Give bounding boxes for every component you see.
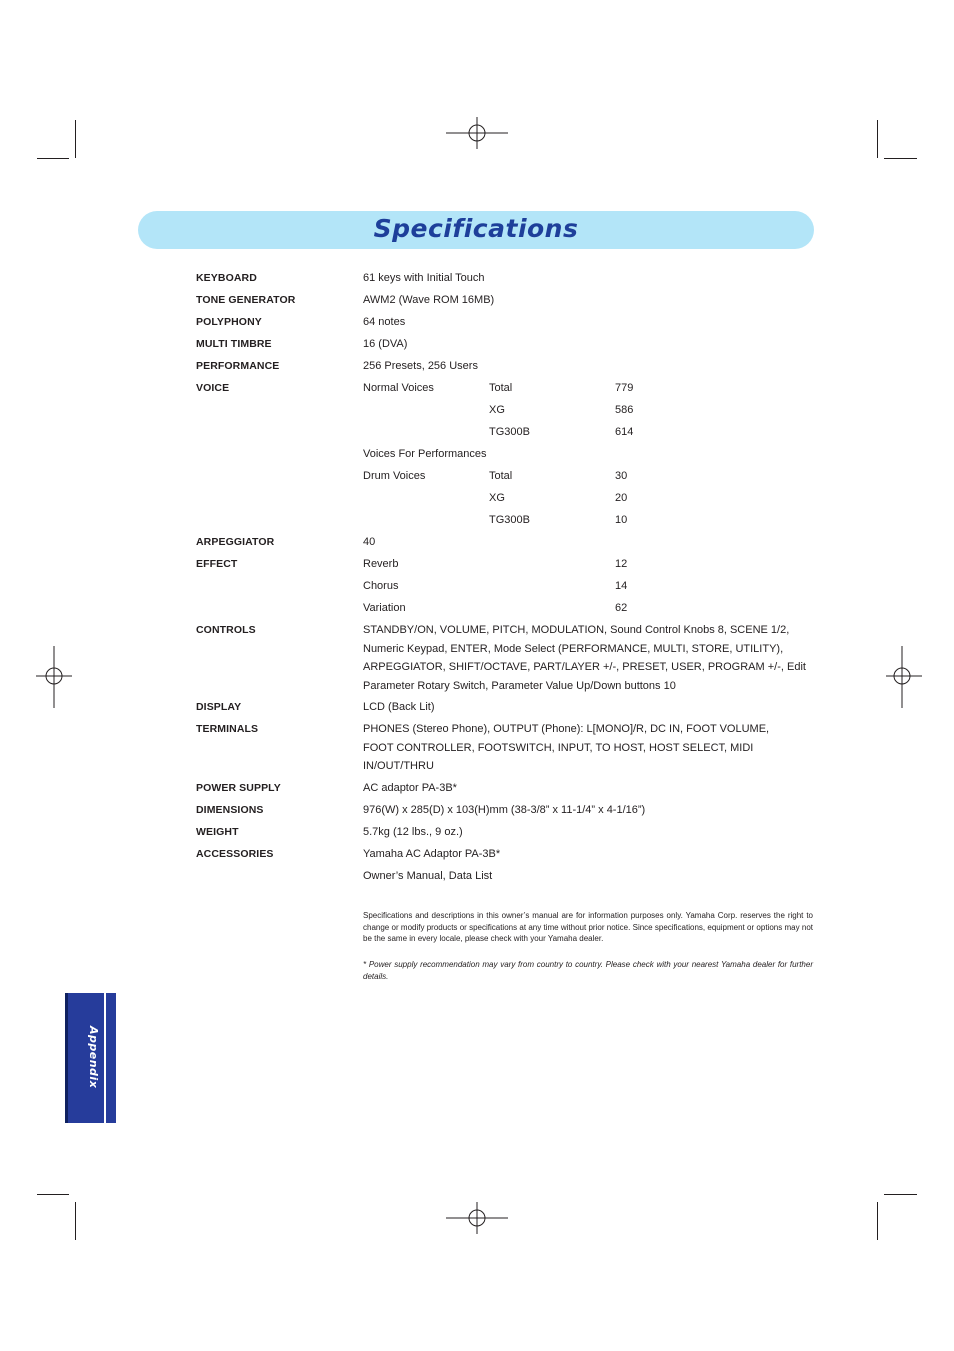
voice-subtype: Total (489, 470, 513, 482)
disclaimer-note: Specifications and descriptions in this owner’s manual are for information purposes only. Yamaha Corp. reserves the right to change or modify products or specifications at any time without prior notice. Since specifications, equipment or options may not be the same in every locale, please check with your Yamaha dealer. (363, 911, 813, 943)
voice-subtype: XG (489, 492, 505, 504)
appendix-side-tab (65, 993, 116, 1123)
effect-name: Reverb (363, 558, 399, 570)
spec-label: DIMENSIONS (196, 804, 264, 816)
spec-label: POLYPHONY (196, 316, 262, 328)
spec-label: TONE GENERATOR (196, 294, 296, 306)
registration-mark-icon (446, 1202, 508, 1238)
voice-count: 10 (615, 514, 628, 526)
voice-group-name: Drum Voices (363, 470, 426, 482)
voice-group-name: Voices For Performances (363, 448, 487, 460)
effect-count: 12 (615, 558, 628, 570)
voice-count: 586 (615, 404, 634, 416)
crop-mark (75, 1202, 76, 1240)
effect-name: Chorus (363, 580, 399, 592)
power-supply-note: * Power supply recommendation may vary from country to country. Please check with your nearest Yamaha dealer for further details. (363, 960, 813, 981)
spec-value: AWM2 (Wave ROM 16MB) (363, 294, 495, 306)
spec-label: DISPLAY (196, 701, 242, 713)
voice-subtype: TG300B (489, 426, 530, 438)
registration-mark-icon (884, 646, 924, 708)
spec-label: WEIGHT (196, 826, 239, 838)
voice-subtype: Total (489, 382, 513, 394)
voice-subtype: TG300B (489, 514, 530, 526)
crop-mark (884, 1194, 917, 1195)
crop-mark (37, 1194, 69, 1195)
terminals-line: IN/OUT/THRU (363, 760, 434, 772)
spec-value: 256 Presets, 256 Users (363, 360, 478, 372)
effect-name: Variation (363, 602, 406, 614)
spec-label: VOICE (196, 382, 230, 394)
side-tab-divider (104, 993, 106, 1123)
crop-mark (877, 1202, 878, 1240)
spec-label: POWER SUPPLY (196, 782, 281, 794)
side-tab-label: Appendix (87, 1026, 100, 1089)
voice-group-name: Normal Voices (363, 382, 434, 394)
spec-label: TERMINALS (196, 723, 259, 735)
registration-mark-icon (446, 115, 508, 155)
voice-count: 614 (615, 426, 634, 438)
spec-value: 64 notes (363, 316, 406, 328)
spec-label: PERFORMANCE (196, 360, 280, 372)
spec-value: 5.7kg (12 lbs., 9 oz.) (363, 826, 463, 838)
controls-line: STANDBY/ON, VOLUME, PITCH, MODULATION, Sound Control Knobs 8, SCENE 1/2, (363, 624, 790, 636)
terminals-line: FOOT CONTROLLER, FOOTSWITCH, INPUT, TO HOST, HOST SELECT, MIDI (363, 741, 754, 754)
terminals-line: PHONES (Stereo Phone), OUTPUT (Phone): L[MONO]/R, DC IN, FOOT VOLUME, (363, 723, 770, 735)
spec-label: KEYBOARD (196, 272, 257, 284)
controls-line: ARPEGGIATOR, SHIFT/OCTAVE, PART/LAYER +/-, PRESET, USER, PROGRAM +/-, Edit (363, 661, 806, 673)
voice-count: 30 (615, 470, 628, 482)
spec-label: CONTROLS (196, 624, 256, 636)
controls-line: Numeric Keypad, ENTER, Mode Select (PERFORMANCE, MULTI, STORE, UTILITY), (363, 642, 784, 655)
spec-value: Owner’s Manual, Data List (363, 870, 493, 882)
voice-count: 779 (615, 382, 634, 394)
spec-value: 40 (363, 536, 376, 548)
effect-count: 62 (615, 602, 628, 614)
spec-value (363, 621, 818, 695)
crop-mark (37, 158, 69, 159)
spec-value: 976(W) x 285(D) x 103(H)mm (38-3/8” x 11-1/4” x 4-1/16”) (363, 804, 646, 816)
spec-value: Yamaha AC Adaptor PA-3B* (363, 848, 501, 860)
page-title: Specifications (373, 214, 579, 243)
voice-count: 20 (615, 492, 628, 504)
spec-value: LCD (Back Lit) (363, 701, 435, 713)
registration-mark-icon (36, 646, 76, 708)
spec-label: ARPEGGIATOR (196, 536, 275, 548)
spec-value: 16 (DVA) (363, 338, 408, 350)
title-banner (138, 211, 814, 249)
spec-value: 61 keys with Initial Touch (363, 272, 485, 284)
crop-mark (884, 158, 917, 159)
spec-label: ACCESSORIES (196, 848, 274, 860)
crop-mark (75, 120, 76, 158)
spec-value (363, 720, 818, 776)
spec-label: EFFECT (196, 558, 238, 570)
controls-line: Parameter Rotary Switch, Parameter Value Up/Down buttons 10 (363, 679, 676, 692)
spec-label: MULTI TIMBRE (196, 338, 272, 350)
crop-mark (877, 120, 878, 158)
spec-value: AC adaptor PA-3B* (363, 782, 457, 794)
voice-subtype: XG (489, 404, 505, 416)
effect-count: 14 (615, 580, 628, 592)
